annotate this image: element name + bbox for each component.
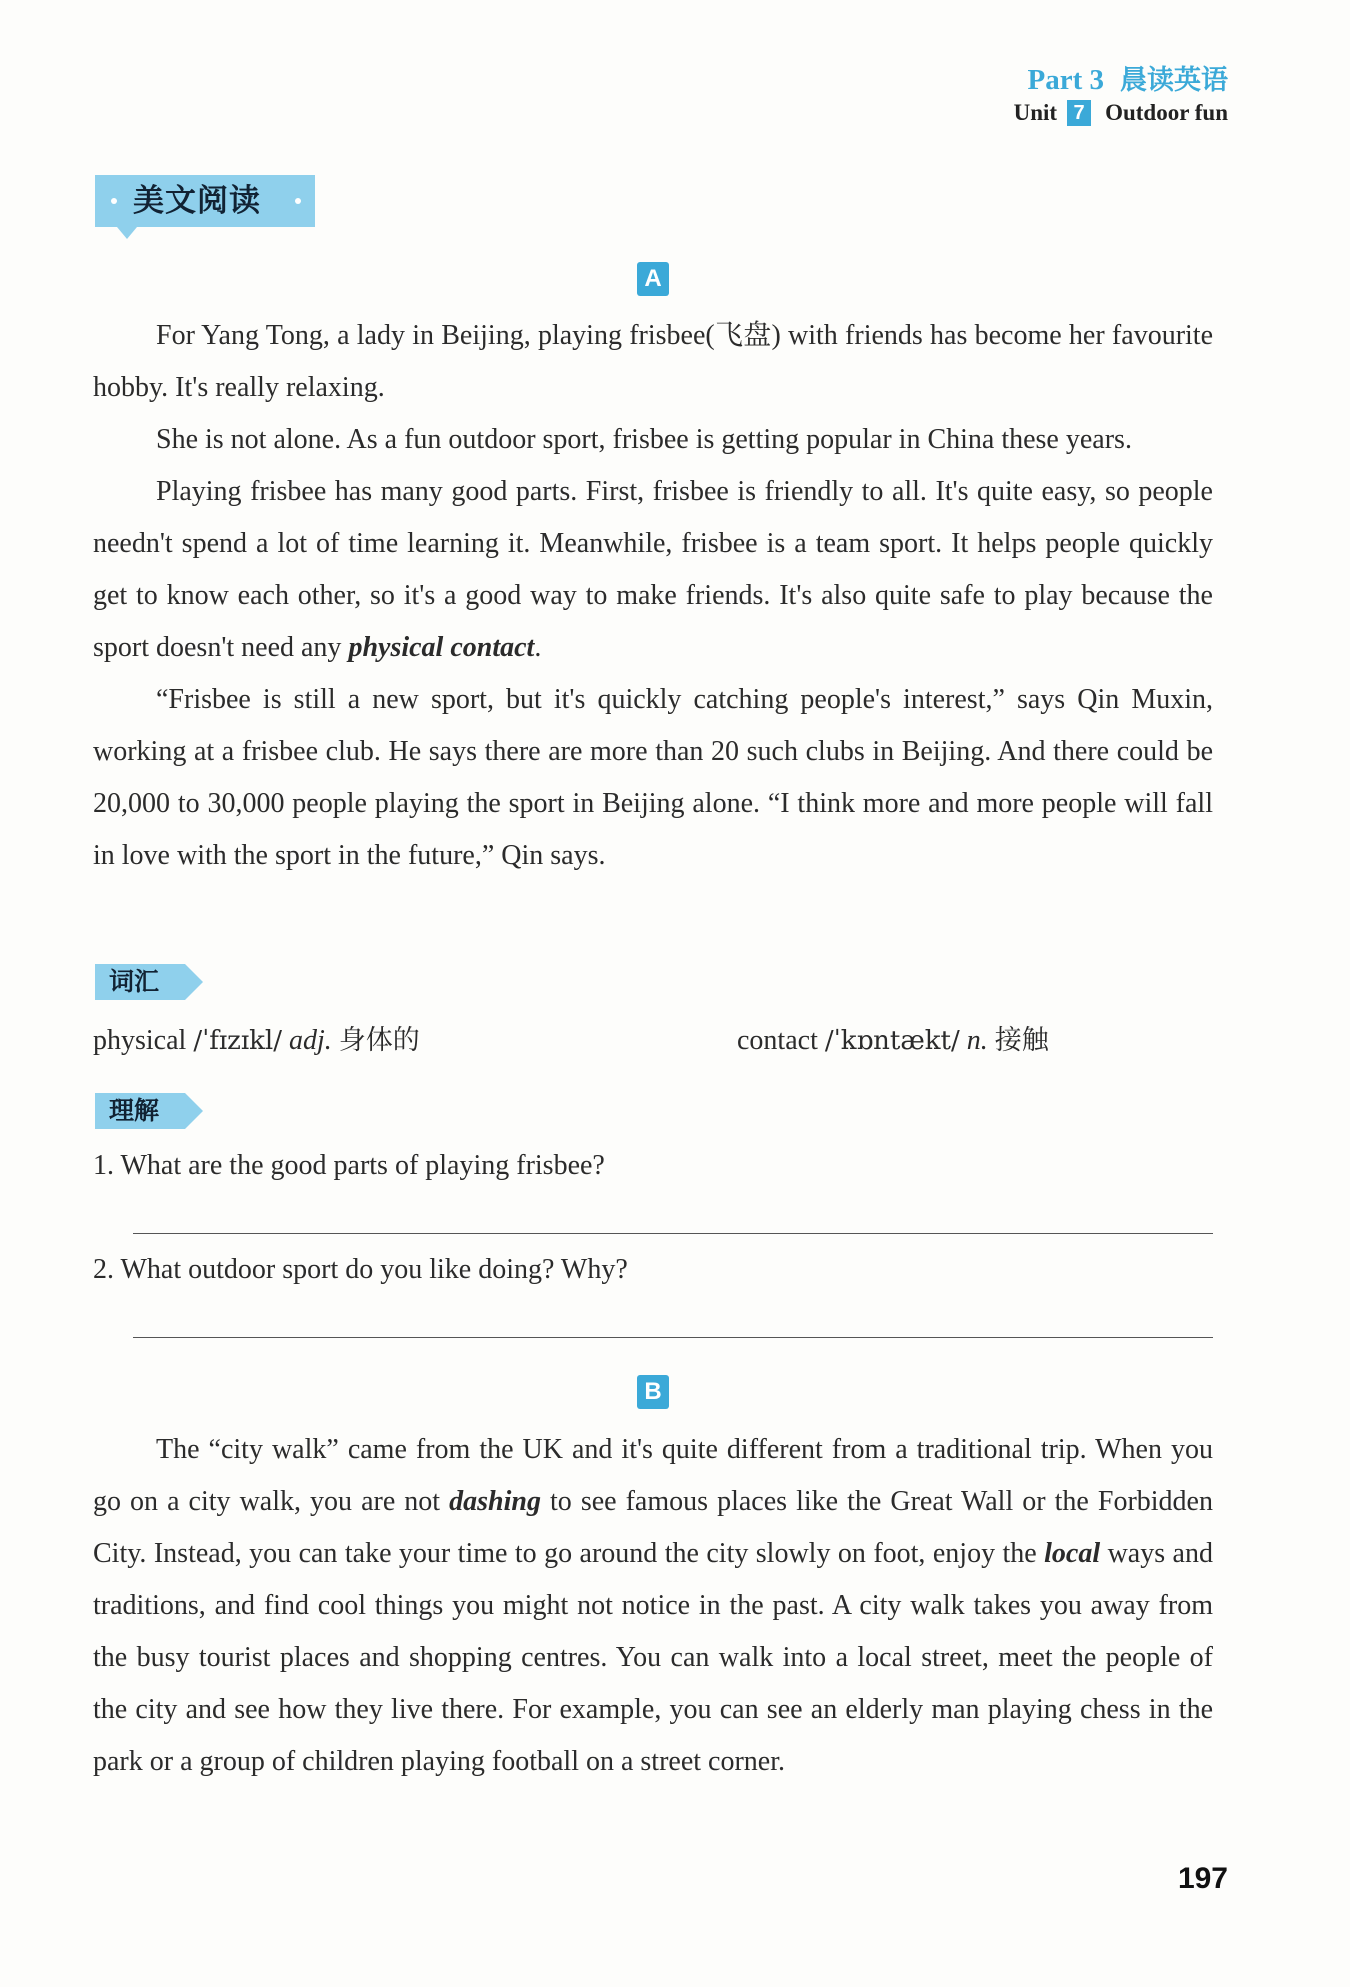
vocab-meaning: 身体的 [338,1025,420,1056]
vocab-meaning: 接触 [994,1025,1049,1056]
vocab-item [737,1018,1049,1057]
vocab-item [93,1018,420,1057]
header-unit-title: Outdoor fun [1105,100,1228,125]
passage-a-p2: She is not alone. As a fun outdoor sport, frisbee is getting popular in China these years. [156,424,1132,455]
vocab-label: 词汇 [95,964,185,1000]
header-unit-label: Unit [1013,100,1058,125]
question-2: 2. What outdoor sport do you like doing? Why? [93,1254,628,1285]
section-title [95,175,315,227]
header-unit [1014,100,1228,126]
passage-a-p3 [93,466,1213,674]
vocab-pos: n. [966,1025,988,1056]
header-part [1028,58,1229,97]
header-part-cn: 晨读英语 [1120,65,1228,96]
vocab-pos: adj. [289,1025,332,1056]
passage-b-p1 [93,1424,1213,1788]
passage-a-p4: “Frisbee is still a new sport, but it's quickly catching people's interest,” says Qin Muxin, working at a frisbee club. He says there are more than 20 such clubs in Beijing. And there could be 20,000 to 30,000 people playing the sport in Beijing alone. “I think more and more people will fall in love with the sport in the future,” Qin says. [93,684,1213,871]
header-part-label: Part 3 [1027,64,1104,96]
section-title-text: 美文阅读 [133,183,261,219]
passage-a-badge: A [637,262,669,296]
passage-a-p3-text: Playing frisbee has many good parts. First, frisbee is friendly to all. It's quite easy, so people needn't spend a lot of time learning it. Meanwhile, frisbee is a team sport. It helps people quickly get to know each other, so it's a good way to make friends. It's also quite safe to play because the sport doesn't need any [93,476,1213,663]
dot-decoration-icon [111,198,117,204]
dot-decoration-icon [295,198,301,204]
question-1: 1. What are the good parts of playing frisbee? [93,1150,605,1181]
passage-a-p3-end: . [534,632,542,663]
passage-b-text-2: to see famous places like the Great Wall or the Forbidden City. Instead, you can take your time to go around the city slowly on foot, enjoy the [93,1486,1213,1569]
passage-b-text-3: ways and traditions, and find cool things you might not notice in the past. A city walk takes you away from the busy tourist places and shopping centres. You can walk into a local street, meet the people of the city and see how they live there. For example, you can see an elderly man playing chess in the park or a group of children playing football on a street corner. [93,1538,1213,1777]
vocab-word: physical [93,1025,187,1056]
passage-a-p1: For Yang Tong, a lady in Beijing, playing frisbee(飞盘) with friends has become her favourite hobby. It's really relaxing. [93,320,1213,403]
unit-number-badge: 7 [1067,100,1091,126]
passage-b-text-1: The “city walk” came from the UK and it's quite different from a traditional trip. When you go on a city walk, you are not [93,1434,1213,1517]
passage-b-badge: B [637,1375,669,1409]
comprehension-label: 理解 [95,1093,185,1129]
answer-line-2[interactable] [133,1337,1213,1338]
keyword-physical-contact: physical contact [348,632,535,663]
keyword-local: local [1044,1538,1101,1569]
passage-a [93,310,1213,882]
vocab-ipa: /ˈkɒntækt/ [824,1026,960,1056]
vocab-ipa: /ˈfɪzɪkl/ [193,1026,283,1056]
keyword-dashing: dashing [449,1486,541,1517]
page-number: 197 [1177,1862,1228,1895]
passage-b [93,1424,1213,1788]
answer-line-1[interactable] [133,1233,1213,1234]
vocab-word: contact [737,1025,818,1056]
